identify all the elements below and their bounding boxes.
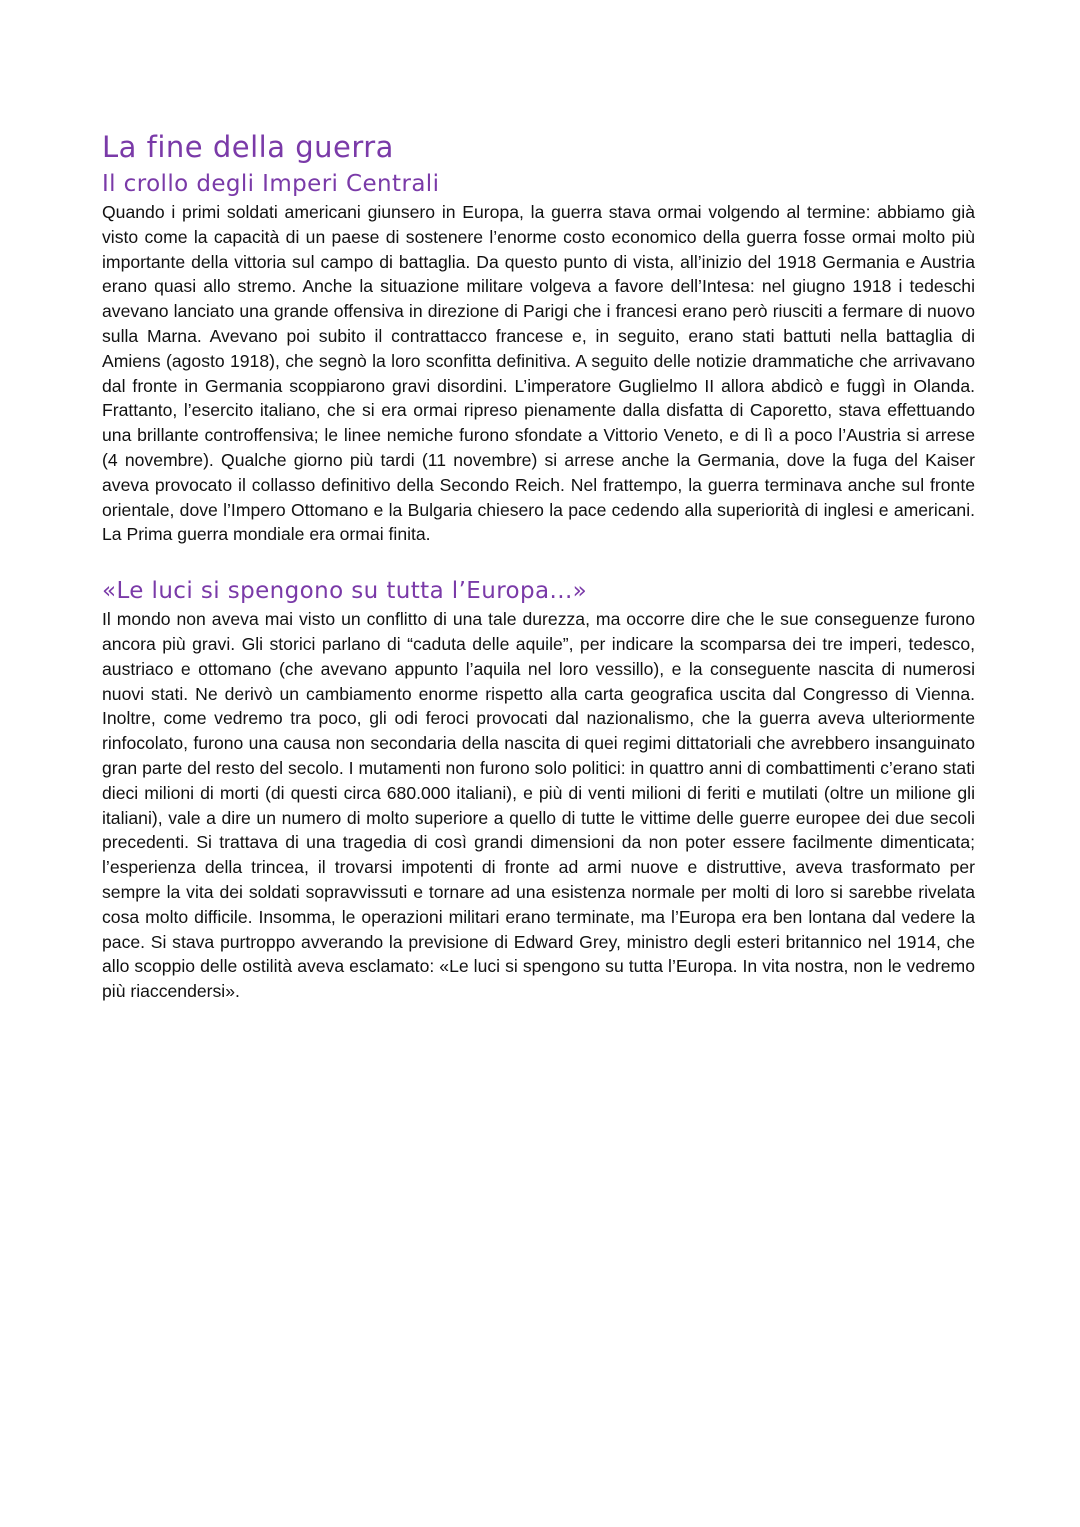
document-content — [102, 128, 975, 1004]
section-body-luci: Il mondo non aveva mai visto un conflitto di una tale durezza, ma occorre dire che le sue conseguenze furono ancora più gravi. Gli storici parlano di “caduta delle aquile”, per indicare la scomparsa dei tre imperi, tedesco, austriaco e ottomano (che avevano appunto l’aquila nel loro vessillo), e la conseguente nascita di numerosi nuovi stati. Ne derivò un cambiamento enorme rispetto alla carta geografica uscita dal Congresso di Vienna. Inoltre, come vedremo tra poco, gli odi feroci provocati dal nazionalismo, che la guerra aveva ulteriormente rinfocolato, furono una causa non secondaria della nascita di quei regimi dittatoriali che avrebbero insanguinato gran parte del resto del secolo. I mutamenti non furono solo politici: in quattro anni di combattimenti c’erano stati dieci milioni di morti (di questi circa 680.000 italiani), e più di venti milioni di feriti e mutilati (oltre un milione gli italiani), vale a dire un numero di molto superiore a quello di tutte le vittime delle guerre europee dei due secoli precedenti. Si trattava di una tragedia di così grandi dimensioni da non poter essere facilmente dimenticata; l’esperienza della trincea, il trovarsi impotenti di fronte ad armi nuove e distruttive, aveva trasformato per sempre la vita dei soldati sopravvissuti e tornare ad una esistenza normale per molti di loro si sarebbe rivelata cosa molto difficile. Insomma, le operazioni militari erano terminate, ma l’Europa era ben lontana dal vedere la pace. Si stava purtroppo avverando la previsione di Edward Grey, ministro degli esteri britannico nel 1914, che allo scoppio delle ostilità aveva esclamato: «Le luci si spengono su tutta l’Europa. In vita nostra, non le vedremo più riaccendersi». — [102, 609, 975, 1002]
page-title: La fine della guerra — [102, 130, 394, 164]
section-heading-luci: «Le luci si spengono su tutta l’Europa...» — [102, 578, 588, 605]
section-body-crollo: Quando i primi soldati americani giunsero in Europa, la guerra stava ormai volgendo al termine: abbiamo già visto come la capacità di un paese di sostenere l’enorme costo economico della guerra fosse ormai molto più importante della vittoria sul campo di battaglia. Da questo punto di vista, all’inizio del 1918 Germania e Austria erano quasi allo stremo. Anche la situazione militare volgeva a favore dell’Intesa: nel giugno 1918 i tedeschi avevano lanciato una grande offensiva in direzione di Parigi che i francesi erano però riusciti a fermare di nuovo sulla Marna. Avevano poi subito il contrattacco francese e, in seguito, erano stati battuti nella battaglia di Amiens (agosto 1918), che segnò la loro sconfitta definitiva. A seguito delle notizie drammatiche che arrivavano dal fronte in Germania scoppiarono gravi disordini. L’imperatore Guglielmo II allora abdicò e fuggì in Olanda. Frattanto, l’esercito italiano, che si era ormai ripreso pienamente dalla disfatta di Caporetto, stava effettuando una brillante controffensiva; le linee nemiche furono sfondate a Vittorio Veneto, e di lì a poco l’Austria si arrese (4 novembre). Qualche giorno più tardi (11 novembre) si arrese anche la Germania, dove la fuga del Kaiser aveva provocato il collasso definitivo della Secondo Reich. Nel frattempo, la guerra terminava anche sul fronte orientale, dove l’Impero Ottomano e la Bulgaria chiesero la pace cedendo alla superiorità di inglesi e americani. La Prima guerra mondiale era ormai finita. — [102, 202, 975, 545]
section-heading-crollo: Il crollo degli Imperi Centrali — [102, 171, 440, 197]
